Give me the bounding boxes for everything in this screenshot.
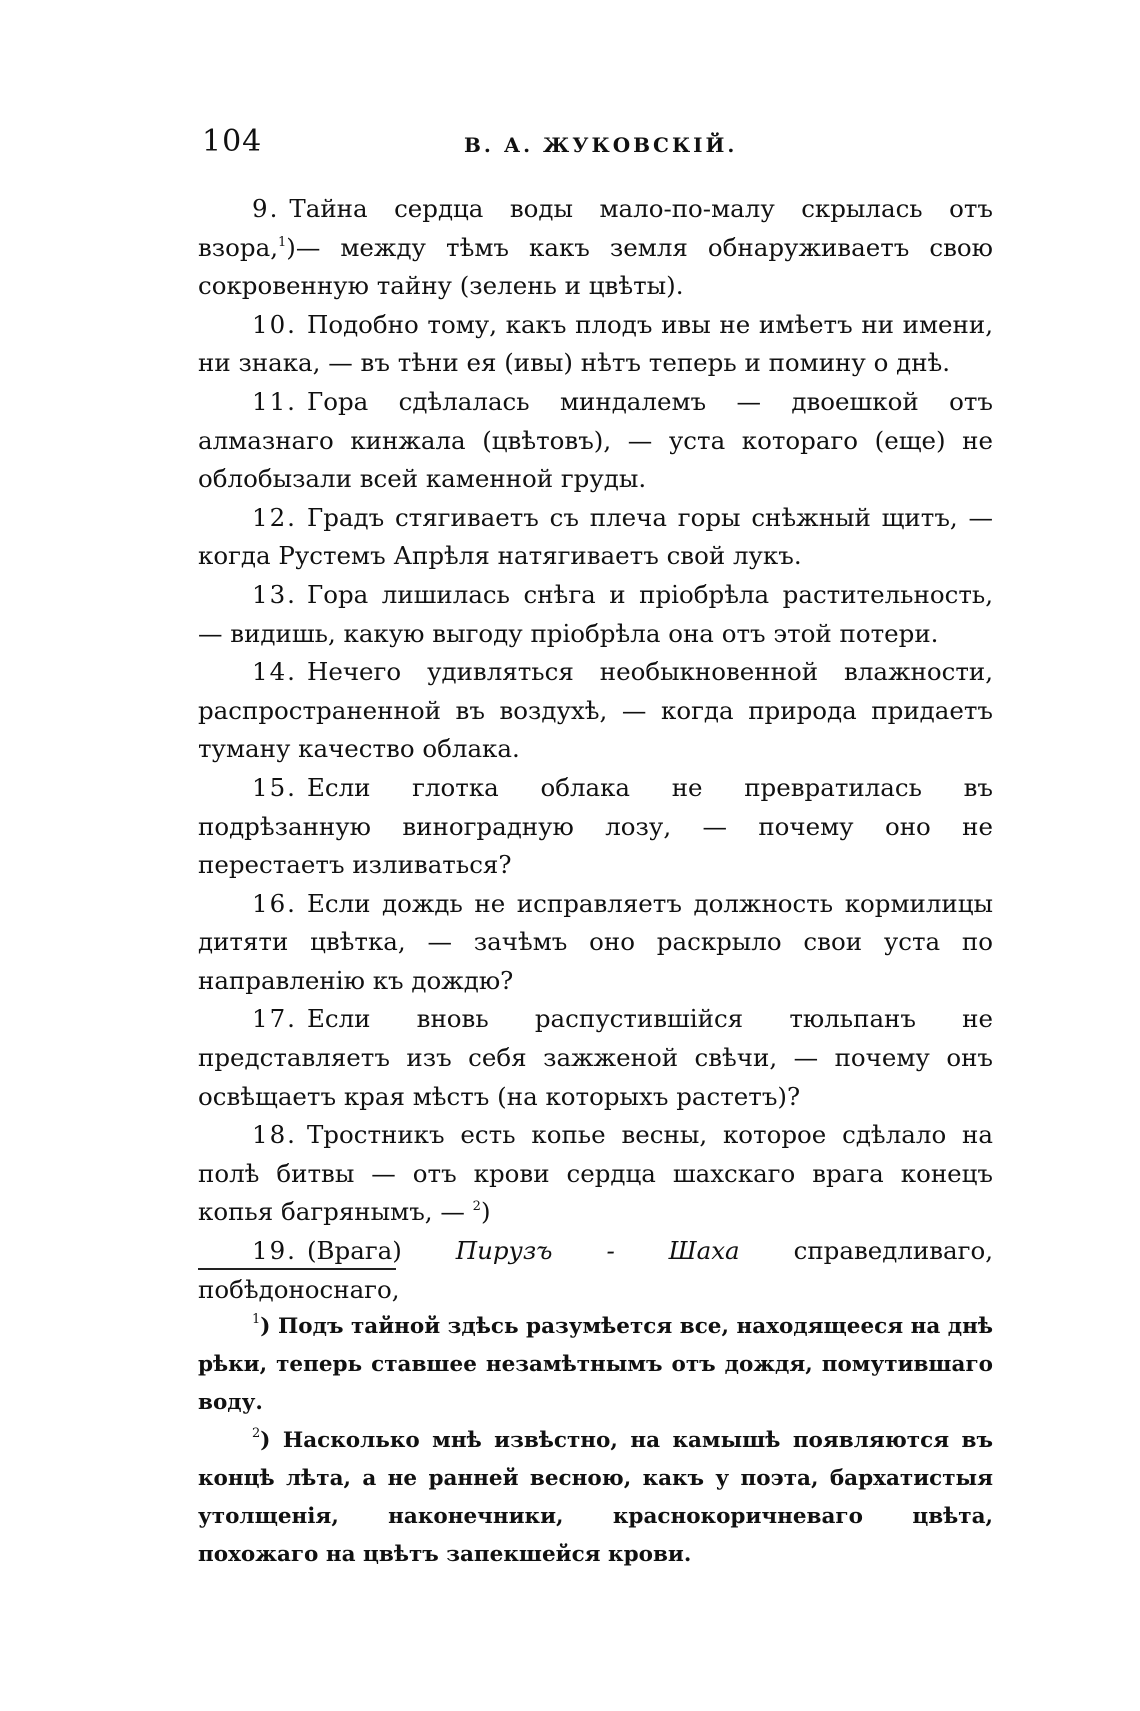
paragraph-13: 13. Гора лишилась снѣга и пріобрѣла растительность, — видишь, какую выгоду пріобрѣла она отъ этой потери. <box>198 579 993 648</box>
paragraph-12: 12. Градъ стягиваетъ съ плеча горы снѣжный щитъ, — когда Рустемъ Апрѣля натягиваетъ свой лукъ. <box>198 502 993 571</box>
footnotes <box>198 1308 993 1574</box>
page-header <box>202 124 992 164</box>
main-text <box>198 190 993 1309</box>
footnote-1: $^1$) Подъ тайной здѣсь разумѣется все, находящееся на днѣ рѣки, теперь ставшее незамѣтнымъ отъ дождя, помутившаго воду. <box>198 1312 993 1415</box>
italic-name: Пирузъ - Шаха <box>455 1236 740 1266</box>
footnote-ref-2: 2 <box>472 1199 481 1215</box>
paragraph-16: 16. Если дождь не исправляетъ должность кормилицы дитяти цвѣтка, — зачѣмъ оно раскрыло свои уста по направленію къ дождю? <box>198 888 993 995</box>
footnote-2: $^2$) Насколько мнѣ извѣстно, на камышѣ появляются въ концѣ лѣта, а не ранней весною, какъ у поэта, бархатистыя утолщенія, наконечники, краснокоричневаго цвѣта, похожаго на цвѣтъ запекшейся крови. <box>198 1426 993 1567</box>
paragraph-19: 19. (Врага) Пирузъ - Шаха справедливаго, побѣдоноснаго, <box>198 1236 994 1304</box>
paragraph-18: 18. Тростникъ есть копье весны, которое сдѣлало на полѣ битвы — отъ крови сердца шахскаго врага конецъ копья багрянымъ, — $^2$) <box>198 1120 993 1227</box>
footnote-ref-1: 1 <box>277 234 287 250</box>
paragraph-11: 11. Гора сдѣлалась миндалемъ — двоешкой отъ алмазнаго кинжала (цвѣтовъ), — уста котораго (еще) не облобызали всей каменной груды. <box>198 386 993 494</box>
footnote-divider <box>198 1268 396 1270</box>
page-number: 104 <box>202 124 263 159</box>
paragraph-17: 17. Если вновь распустившійся тюльпанъ не представляетъ изъ себя зажженой свѣчи, — почему онъ освѣщаетъ края мѣстъ (на которыхъ растетъ)? <box>198 1004 993 1111</box>
paragraph-14: 14. Нечего удивляться необыкновенной влажности, распространенной въ воздухѣ, — когда природа придаетъ туману качество облака. <box>198 657 993 764</box>
paragraph-9: 9. Тайна сердца воды мало-по-малу скрылась отъ взора,$^1$)— между тѣмъ какъ земля обнаруживаетъ свою сокровенную тайну (зелень и цвѣты). <box>198 194 993 301</box>
running-head: В. А. ЖУКОВСКІЙ. <box>464 133 738 157</box>
paragraph-15: 15. Если глотка облака не превратилась въ подрѣзанную виноградную лозу, — почему оно не перестаетъ изливаться? <box>198 772 993 880</box>
paragraph-10: 10. Подобно тому, какъ плодъ ивы не имѣетъ ни имени, ни знака, — въ тѣни ея (ивы) нѣтъ теперь и помину о днѣ. <box>198 309 993 378</box>
